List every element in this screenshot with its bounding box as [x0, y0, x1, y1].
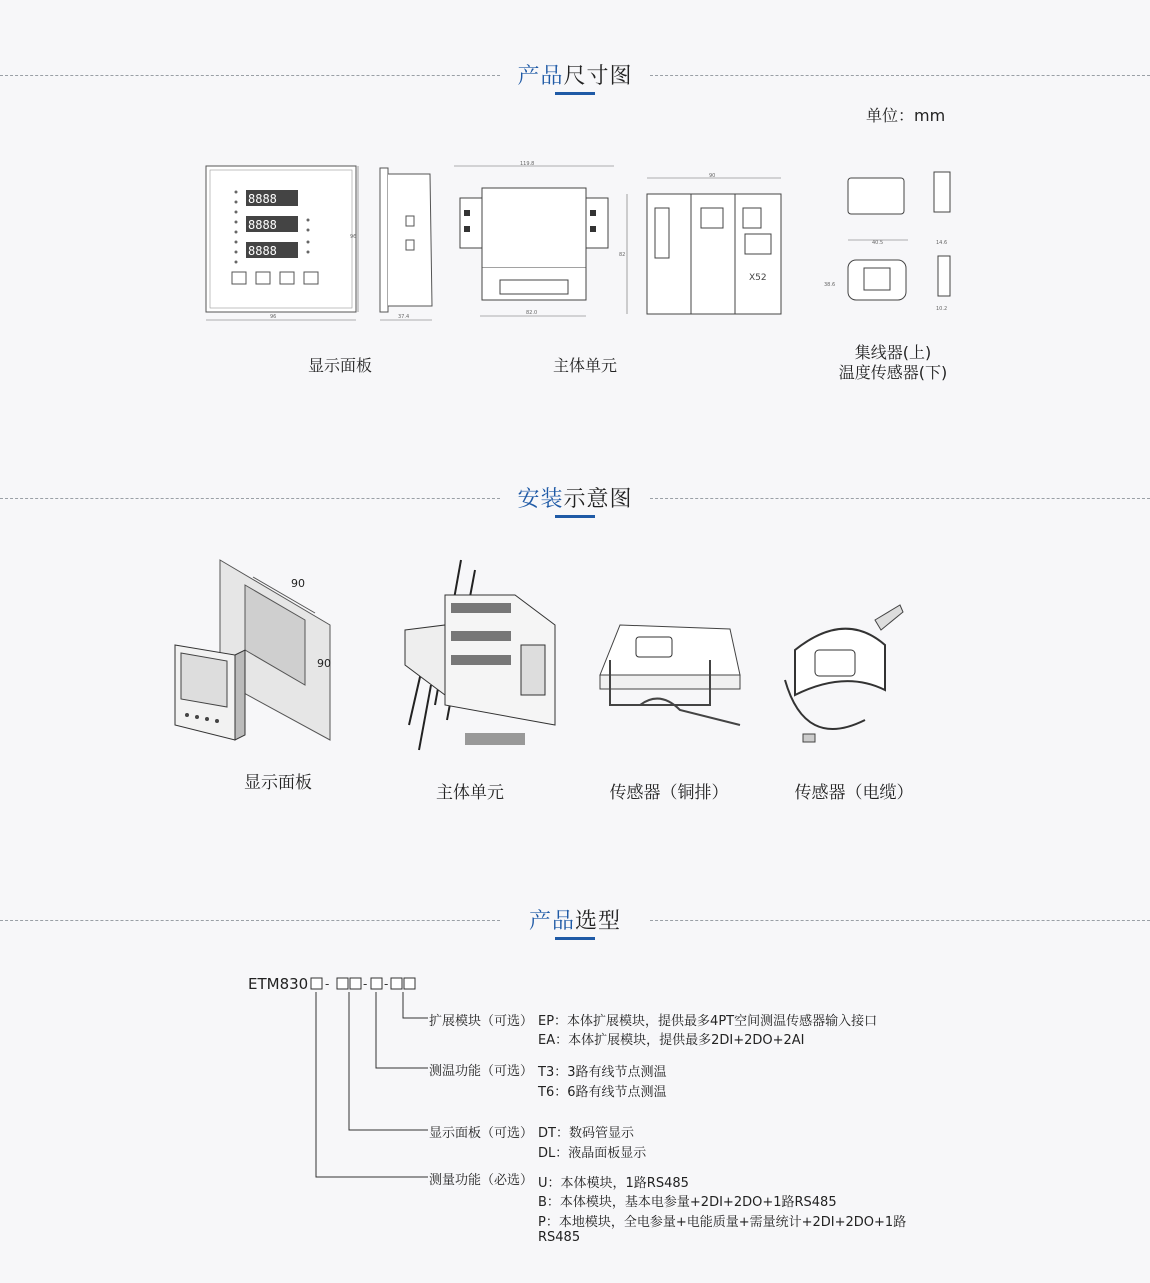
main-bottom-mark: 82.0 — [526, 310, 538, 316]
install-label-copper: 传感器（铜排） — [609, 783, 729, 803]
panel-dimension-drawing — [200, 160, 360, 330]
group-line: T3：3路有线节点测温 — [538, 1065, 667, 1080]
panel-install-drawing — [165, 555, 355, 745]
hub-w1-mark: 40.5 — [872, 240, 884, 246]
panel-depth-mark: 37.4 — [398, 314, 410, 320]
group-line: EA：本体扩展模块，提供最多2DI+2DO+2AI — [538, 1033, 805, 1048]
hub-sensor-drawing — [820, 160, 960, 320]
group-label-temp: 测温功能（可选） — [429, 1064, 534, 1079]
panel-side-drawing — [374, 160, 444, 330]
group-line: EP：本体扩展模块，提供最多4PT空间测温传感器输入接口 — [538, 1014, 878, 1029]
group-label-display: 显示面板（可选） — [429, 1126, 534, 1141]
hub-d2-mark: 10.2 — [936, 306, 948, 312]
unit-label: 单位：mm — [866, 106, 946, 125]
section-title-blue: 安装 — [517, 487, 564, 512]
section-title-rest: 示意图 — [563, 487, 633, 512]
svg-text:-: - — [363, 977, 368, 991]
svg-text:8888: 8888 — [248, 218, 277, 232]
svg-text:-: - — [384, 977, 389, 991]
group-line: DL：液晶面板显示 — [538, 1146, 647, 1161]
section-title-blue: 产品 — [528, 909, 575, 934]
panel-width-mark: 96 — [270, 314, 277, 320]
sensor-cable-drawing — [775, 600, 925, 760]
main-top-mark: 119.8 — [520, 161, 535, 167]
section-install-header — [0, 478, 1150, 518]
group-line: P：本地模块，全电参量+电能质量+需量统计+2DI+2DO+1路 — [538, 1215, 907, 1230]
section-dimensions-header — [0, 55, 1150, 95]
main-unit-side-drawing — [615, 168, 795, 318]
section-title-blue: 产品 — [517, 64, 564, 89]
hub-d1-mark: 14.6 — [936, 240, 948, 246]
group-line: B：本体模块，基本电参量+2DI+2DO+1路RS485 — [538, 1195, 837, 1210]
model-code: ETM830 — [248, 975, 309, 993]
install-cut-height: 90 — [317, 657, 331, 670]
group-label-expansion: 扩展模块（可选） — [429, 1014, 534, 1029]
dim-label-main: 主体单元 — [552, 356, 617, 375]
dim-label-temp-sensor: 温度传感器(下) — [838, 363, 948, 382]
model-code-tree — [300, 970, 440, 1200]
main-install-drawing — [395, 555, 565, 755]
group-line: U：本体模块，1路RS485 — [538, 1176, 689, 1191]
main-width-mark: 90 — [709, 173, 716, 179]
dim-label-panel: 显示面板 — [307, 356, 372, 375]
main-tag: X52 — [749, 273, 767, 283]
svg-text:-: - — [325, 977, 330, 991]
main-height-mark: 82 — [619, 252, 626, 258]
install-label-cable: 传感器（电缆） — [794, 783, 914, 803]
section-title-rest: 选型 — [575, 909, 622, 934]
install-label-main: 主体单元 — [436, 783, 504, 803]
group-line: DT：数码管显示 — [538, 1126, 634, 1141]
group-line: RS485 — [538, 1230, 581, 1245]
svg-text:8888: 8888 — [248, 192, 277, 206]
section-selection-header — [0, 900, 1150, 940]
install-cut-width: 90 — [291, 577, 305, 590]
section-title-rest: 尺寸图 — [563, 64, 633, 89]
group-line: T6：6路有线节点测温 — [538, 1085, 667, 1100]
svg-text:8888: 8888 — [248, 244, 277, 258]
sensor-copper-drawing — [590, 615, 750, 735]
install-label-panel: 显示面板 — [244, 773, 312, 793]
hub-h1-mark: 38.6 — [824, 282, 836, 288]
dim-label-hub: 集线器(上) — [854, 343, 932, 362]
main-unit-front-drawing — [450, 160, 620, 320]
panel-height-mark: 96 — [350, 234, 357, 240]
group-label-measure: 测量功能（必选） — [429, 1173, 534, 1188]
